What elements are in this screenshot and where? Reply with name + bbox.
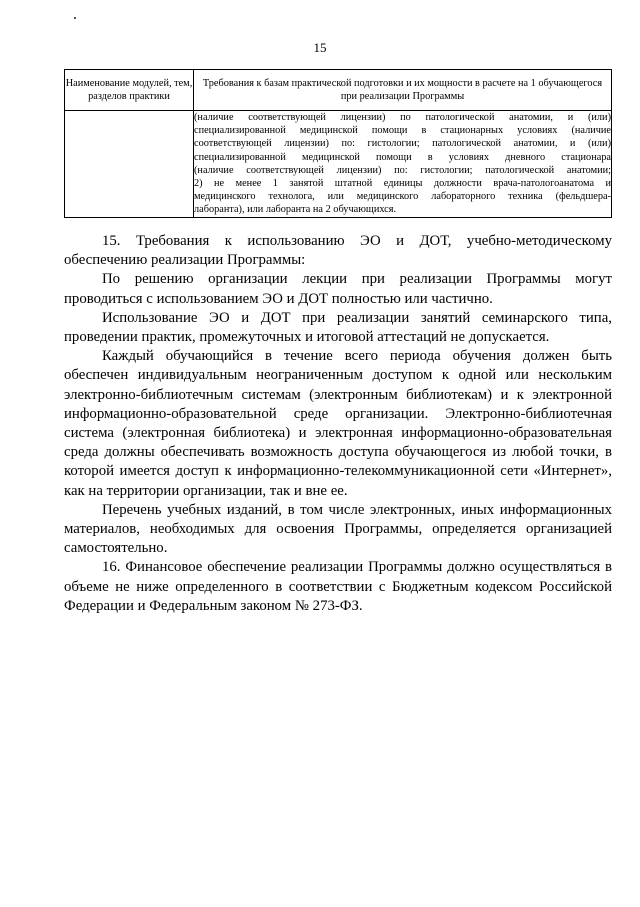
scan-speck bbox=[74, 17, 76, 19]
paragraph-access: Каждый обучающийся в течение всего периода обучения должен быть обеспечен индивидуальным неограниченным доступом к одной или нескольким электронно-библиотечным системам (электронным библиотекам) и к электронной информационно-образовательной среде организации. Электронно-библиотечная система (электронная библиотека) и электронная информационно-образовательная среда должны обеспечивать возможность доступа обучающегося из любой точки, в которой имеется доступ к информационно-телекоммуникационной сети «Интернет», как на территории организации, так и вне ее. bbox=[64, 348, 612, 499]
cell-line: медицинского технолога, или медицинского лабораторного техника (фельдшера- bbox=[194, 191, 611, 203]
paragraph-seminars: Использование ЭО и ДОТ при реализации занятий семинарского типа, проведении практик, промежуточных и итоговой аттестаций не допускается. bbox=[64, 309, 612, 346]
paragraph-publications: Перечень учебных изданий, в том числе электронных, иных информационных материалов, необходимых для освоения Программы, определяется организацией самостоятельно. bbox=[64, 501, 612, 557]
header-modules: Наименование модулей, тем, разделов практики bbox=[65, 70, 194, 111]
cell-line: (наличие соответствующей лицензии) по патологической анатомии, и (или) bbox=[194, 112, 611, 123]
cell-line: специализированной медицинской помощи в стационарных условиях (наличие bbox=[194, 125, 611, 137]
cell-line: 2) не менее 1 занятой штатной единицы должности врача-патологоанатома и bbox=[194, 178, 611, 190]
page-number: 15 bbox=[313, 40, 327, 55]
table-cell-module bbox=[65, 111, 194, 218]
paragraph-lectures: По решению организации лекции при реализации Программы могут проводиться с использованием ЭО и ДОТ полностью или частично. bbox=[64, 271, 612, 307]
requirements-table bbox=[64, 69, 612, 218]
cell-line: лаборанта), или лаборанта на 2 обучающихся. bbox=[194, 204, 397, 216]
table-row bbox=[65, 111, 612, 218]
table-cell-requirements bbox=[194, 111, 612, 218]
cell-line: соответствующей лицензии) по: гистологии; патологической анатомии, и (или) bbox=[194, 138, 611, 150]
document-body bbox=[64, 232, 612, 616]
paragraph-16-financing: 16. Финансовое обеспечение реализации Программы должно осуществляться в объеме не ниже определенного в соответствии с Бюджетным кодексом Российской Федерации и Федеральным законом № 273-ФЗ. bbox=[64, 559, 612, 614]
paragraph-15-heading: 15. Требования к использованию ЭО и ДОТ, учебно-методическому обеспечению реализации Программы: bbox=[64, 233, 612, 269]
cell-line: (наличие соответствующей лицензии) по: гистологии; патологической анатомии; bbox=[194, 164, 611, 176]
cell-line: специализированной медицинской помощи в условиях дневного стационара bbox=[194, 151, 611, 163]
header-requirements: Требования к базам практической подготовки и их мощности в расчете на 1 обучающегося при реализации Программы bbox=[194, 70, 612, 111]
table-header-row bbox=[65, 70, 612, 111]
